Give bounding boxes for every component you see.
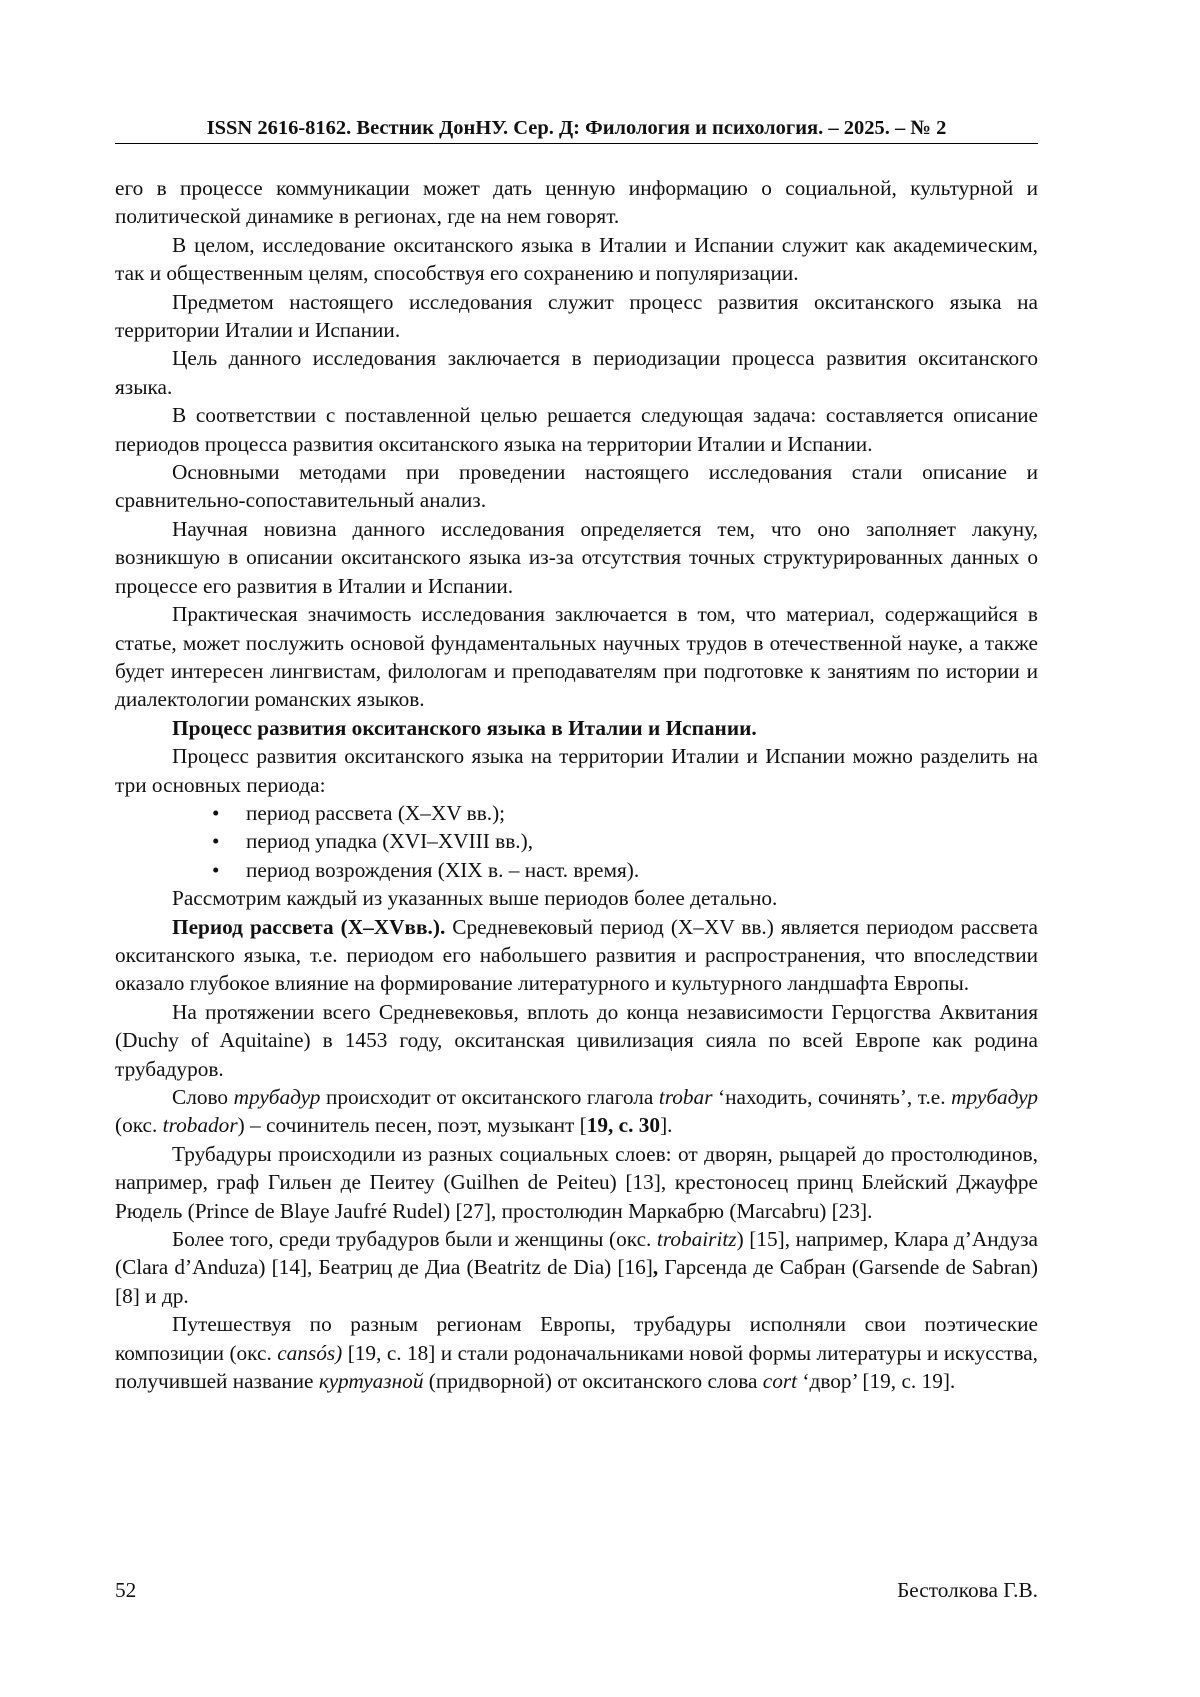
list-item: • период возрождения (XIX в. – наст. время). (115, 856, 1038, 884)
list-item: • период упадка (XVI–XVIII вв.), (115, 827, 1038, 855)
bullet-icon: • (212, 800, 220, 825)
paragraph-7: Научная новизна данного исследования определяется тем, что оно заполняет лакуну, возникшую в описании окситанского языка из-за отсутствия точных структурированных данных о процессе его развития в Италии и Испании. (115, 516, 1038, 598)
paragraph-3: Предметом настоящего исследования служит процесс развития окситанского языка на территории Италии и Испании. (115, 289, 1038, 343)
journal-header: ISSN 2616-8162. Вестник ДонНУ. Сер. Д: Филология и психология. – 2025. – № 2 (115, 116, 1038, 144)
paragraph-16: Путешествуя по разным регионам Европы, трубадуры исполняли свои поэтические композиции (окс. cansós) [19, с. 18] и стали родоначальниками новой формы литературы и искусства, получившей название куртуазной (придворной) от окситанского слова cort ‘двор’ [19, с. 19]. (115, 1312, 1039, 1394)
paragraph-10: Рассмотрим каждый из указанных выше периодов более детально. (172, 886, 778, 911)
paragraph-1: его в процессе коммуникации может дать ценную информацию о социальной, культурной и политической динамике в регионах, где на нем говорят. (115, 176, 1038, 229)
bullet-icon: • (212, 829, 220, 854)
list-item: • период рассвета (X–XV вв.); (115, 799, 1038, 827)
paragraph-4: Цель данного исследования заключается в периодизации процесса развития окситанского языка. (115, 346, 1038, 399)
paragraph-6: Основными методами при проведении настоящего исследования стали описание и сравнительно-сопоставительный анализ. (115, 460, 1038, 513)
paragraph-5: В соответствии с поставленной целью решается следующая задача: составляется описание периодов процесса развития окситанского языка на территории Италии и Испании. (115, 403, 1038, 456)
paragraph-12: На протяжении всего Средневековья, вплоть до конца независимости Герцогства Аквитания (Duchy of Aquitaine) в 1453 году, окситанская цивилизация сияла по всей Европе как родина трубадуров. (115, 999, 1038, 1081)
paragraph-9: Процесс развития окситанского языка на территории Италии и Испании можно разделить на три основных периода: (115, 744, 1038, 797)
paragraph-8: Практическая значимость исследования заключается в том, что материал, содержащийся в статье, может послужить основой фундаментальных научных трудов в отечественной науке, а также будет интересен лингвистам, филологам и преподавателям при подготовке к занятиям по истории и диалектологии романских языков. (115, 602, 1038, 712)
page-number: 52 (115, 1578, 137, 1602)
periods-list (115, 799, 1038, 884)
paragraph-15: Более того, среди трубадуров были и женщины (окс. trobairitz) [15], например, Клара д’Андуза (Clara d’Anduza) [14], Беатриц де Диа (Beatritz de Dia) [16], Гарсенда де Сабран (Garsende de Sabran) [8] и др. (115, 1227, 1039, 1308)
section-heading: Процесс развития окситанского языка в Италии и Испании. (172, 715, 757, 740)
author-name: Бестолкова Г.В. (897, 1578, 1038, 1602)
paragraph-2: В целом, исследование окситанского языка в Италии и Испании служит как академическим, так и общественным целям, способствуя его сохранению и популяризации. (115, 232, 1038, 286)
paragraph-13: Слово трубадур происходит от окситанского глагола trobar ‘находить, сочинять’, т.е. трубадур (окс. trobador) – сочинитель песен, поэт, музыкант [19, с. 30]. (115, 1085, 1038, 1138)
paragraph-11: Период рассвета (X–XVвв.). Средневековый период (X–XV вв.) является периодом рассвета окситанского языка, т.е. периодом его набольшего развития и распространения, что впоследствии оказало глубокое влияние на формирование литературного и культурного ландшафта Европы. (115, 914, 1039, 996)
bullet-icon: • (212, 857, 220, 882)
paragraph-14: Трубадуры происходили из разных социальных слоев: от дворян, рыцарей до простолюдинов, например, граф Гильен де Пеитеу (Guilhen de Peiteu) [13], крестоносец принц Блейский Джауфре Рюдель (Prince de Blaye Jaufré Rudel) [27], простолюдин Маркабрю (Marcabru) [23]. (115, 1141, 1038, 1223)
article-body (115, 174, 1038, 1395)
